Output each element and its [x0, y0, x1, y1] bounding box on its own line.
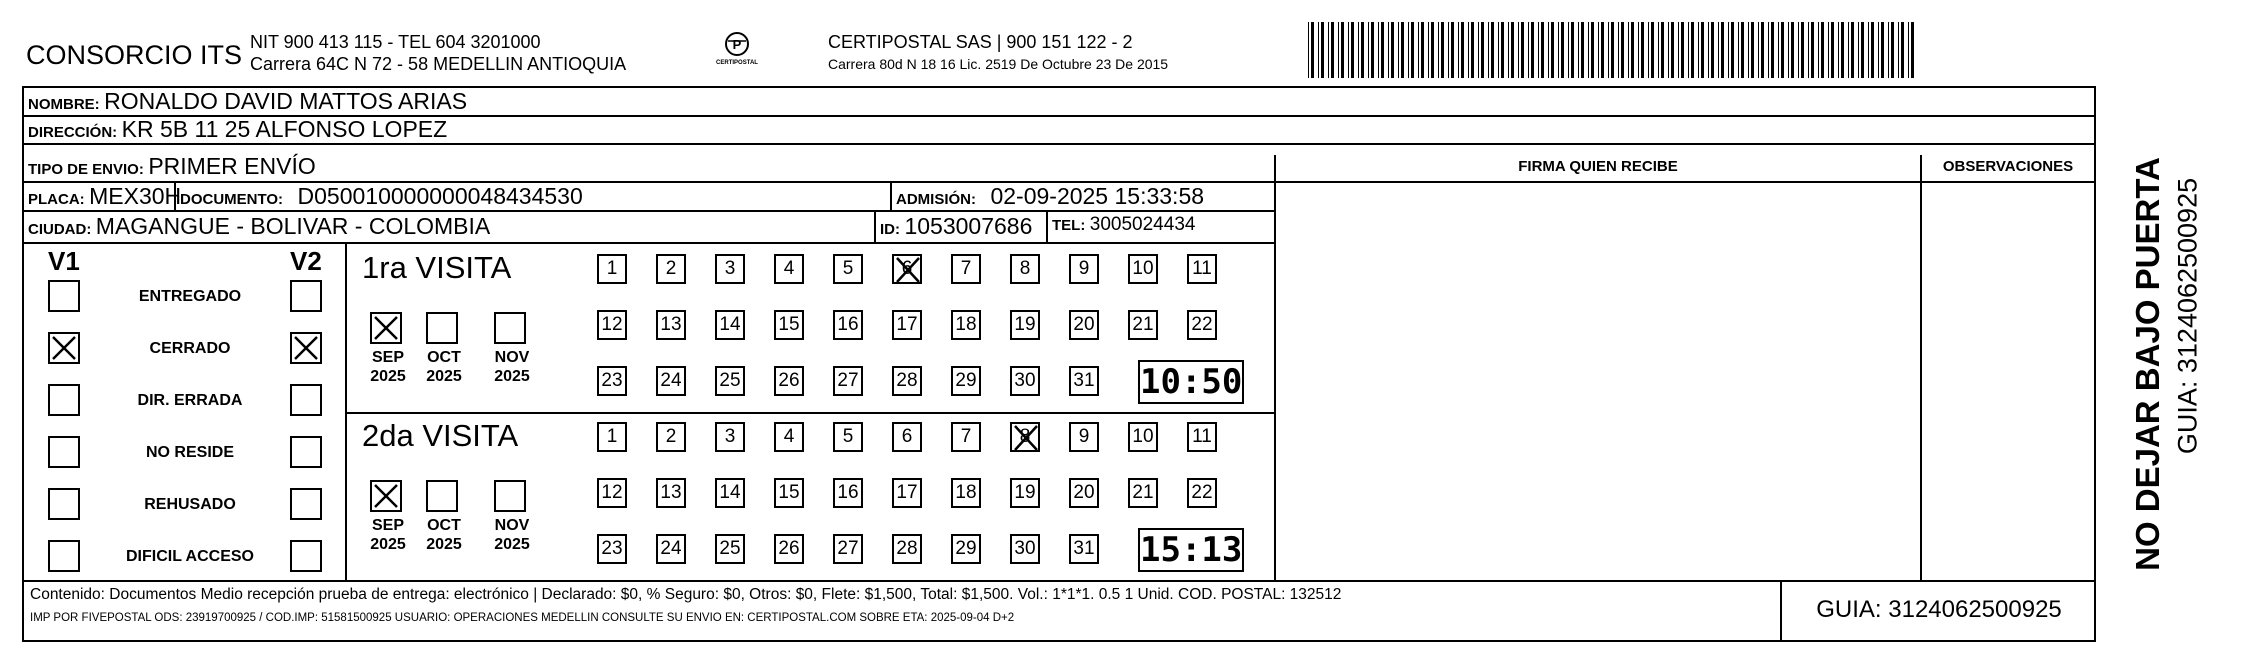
year-label: 2025: [426, 368, 462, 385]
day-box[interactable]: [656, 310, 686, 340]
day-box[interactable]: [774, 310, 804, 340]
documento-label: DOCUMENTO:: [180, 191, 284, 208]
day-number: 30: [1014, 538, 1036, 559]
day-number: 11: [1192, 426, 1212, 447]
day-box[interactable]: [892, 310, 922, 340]
month-checkbox[interactable]: [370, 312, 402, 344]
day-number: 20: [1073, 314, 1095, 335]
day-box[interactable]: [833, 366, 863, 396]
year-label: 2025: [494, 536, 530, 553]
day-number: 14: [719, 482, 741, 503]
day-box[interactable]: [951, 366, 981, 396]
day-box[interactable]: [951, 422, 981, 452]
day-number: 1: [606, 426, 618, 447]
day-box[interactable]: [656, 534, 686, 564]
day-number: 24: [660, 370, 682, 391]
status-option-label: REHUSADO: [144, 496, 236, 513]
day-number: 29: [955, 370, 977, 391]
v2-checkbox[interactable]: [290, 540, 322, 572]
day-number: 5: [842, 258, 854, 279]
day-box[interactable]: [656, 254, 686, 284]
day-number: 3: [724, 258, 736, 279]
day-box[interactable]: [1069, 478, 1099, 508]
day-number: 19: [1014, 482, 1036, 503]
v1-header: V1: [48, 246, 80, 276]
day-box[interactable]: [833, 422, 863, 452]
day-number: 12: [601, 482, 623, 503]
company-address: Carrera 64C N 72 - 58 MEDELLIN ANTIOQUIA: [250, 54, 627, 74]
ciudad-value: MAGANGUE - BOLIVAR - COLOMBIA: [95, 213, 491, 239]
footer-guia: GUIA: 3124062500925: [1816, 596, 2062, 623]
day-box[interactable]: [715, 422, 745, 452]
day-number: 7: [960, 426, 972, 447]
visit-time: 10:50: [1140, 362, 1243, 402]
day-number: 16: [837, 482, 859, 503]
day-box[interactable]: [951, 478, 981, 508]
day-number: 26: [778, 370, 800, 391]
day-box[interactable]: [656, 422, 686, 452]
side-guia: GUIA: 3124062500925: [2172, 177, 2203, 455]
day-box[interactable]: [774, 422, 804, 452]
year-label: 2025: [494, 368, 530, 385]
day-box[interactable]: [1069, 534, 1099, 564]
day-number: 9: [1078, 258, 1090, 279]
courier-line: CERTIPOSTAL SAS | 900 151 122 - 2: [828, 32, 1133, 52]
ciudad-label: CIUDAD:: [28, 221, 92, 238]
month-label: SEP: [371, 517, 404, 534]
day-box[interactable]: [597, 366, 627, 396]
month-checkbox[interactable]: [426, 312, 458, 344]
direccion-label: DIRECCIÓN:: [28, 124, 118, 141]
status-option-label: DIR. ERRADA: [137, 392, 243, 409]
day-box[interactable]: [1010, 254, 1040, 284]
day-number: 10: [1132, 258, 1154, 279]
status-option-label: NO RESIDE: [145, 444, 234, 461]
day-box[interactable]: [892, 366, 922, 396]
year-label: 2025: [370, 368, 406, 385]
year-label: 2025: [426, 536, 462, 553]
day-number: 4: [783, 258, 795, 279]
v2-checkbox[interactable]: [290, 384, 322, 416]
day-box[interactable]: [951, 534, 981, 564]
nombre-label: NOMBRE:: [28, 96, 100, 113]
day-number: 18: [955, 314, 977, 335]
month-label: NOV: [494, 517, 530, 534]
firma-header: FIRMA QUIEN RECIBE: [1518, 158, 1678, 175]
day-number: 27: [837, 538, 859, 559]
day-box[interactable]: [774, 366, 804, 396]
day-number: 1: [606, 258, 618, 279]
day-number: 6: [901, 426, 913, 447]
month-label: NOV: [494, 349, 530, 366]
visit-time: 15:13: [1140, 530, 1243, 570]
month-label: SEP: [371, 349, 404, 366]
day-box[interactable]: [951, 254, 981, 284]
side-warning: NO DEJAR BAJO PUERTA: [2129, 157, 2166, 571]
month-checkbox[interactable]: [494, 312, 526, 344]
day-box[interactable]: [1069, 254, 1099, 284]
direccion-value: KR 5B 11 25 ALFONSO LOPEZ: [121, 116, 448, 142]
day-number: 15: [778, 314, 800, 335]
month-label: OCT: [427, 517, 461, 534]
day-number: 24: [660, 538, 682, 559]
day-number: 15: [778, 482, 800, 503]
day-box[interactable]: [1187, 254, 1217, 284]
day-box[interactable]: [892, 254, 922, 284]
day-box[interactable]: [597, 254, 627, 284]
day-box[interactable]: [1128, 422, 1158, 452]
day-number: 8: [1019, 426, 1031, 447]
day-box[interactable]: [597, 422, 627, 452]
day-box[interactable]: [1187, 310, 1217, 340]
v2-checkbox[interactable]: [290, 332, 322, 364]
v1-checkbox[interactable]: [48, 540, 80, 572]
day-box[interactable]: [1128, 310, 1158, 340]
day-number: 31: [1073, 370, 1095, 391]
day-box[interactable]: [1010, 534, 1040, 564]
admision-value: 02-09-2025 15:33:58: [990, 183, 1205, 209]
courier-address: Carrera 80d N 18 16 Lic. 2519 De Octubre 23 De 2015: [828, 56, 1169, 72]
visit1-title: 1ra VISITA: [362, 250, 512, 285]
day-number: 13: [660, 314, 682, 335]
day-box[interactable]: [1010, 478, 1040, 508]
svg-text:P: P: [732, 37, 742, 52]
day-number: 22: [1191, 482, 1213, 503]
day-number: 30: [1014, 370, 1036, 391]
day-number: 29: [955, 538, 977, 559]
nombre-value: RONALDO DAVID MATTOS ARIAS: [104, 88, 468, 114]
month-checkbox[interactable]: [370, 480, 402, 512]
day-number: 2: [665, 258, 677, 279]
day-number: 19: [1014, 314, 1036, 335]
day-box[interactable]: [1010, 310, 1040, 340]
day-number: 5: [842, 426, 854, 447]
day-number: 6: [901, 258, 913, 279]
day-box[interactable]: [597, 534, 627, 564]
day-number: 9: [1078, 426, 1090, 447]
footer-content: Contenido: Documentos Medio recepción prueba de entrega: electrónico | Declarado: $0, % Seguro: $0, Otros: $0, Flete: $1,500, Total: $1,500. Vol.: 1*1*1. 0.5 1 Unid. COD. POSTAL: 132512: [30, 586, 1342, 603]
day-number: 3: [724, 426, 736, 447]
day-number: 17: [896, 482, 918, 503]
day-box[interactable]: [1187, 478, 1217, 508]
logo-text: CERTIPOSTAL: [716, 60, 758, 66]
day-box[interactable]: [597, 478, 627, 508]
day-number: 14: [719, 314, 741, 335]
day-box[interactable]: [833, 478, 863, 508]
day-box[interactable]: [597, 310, 627, 340]
day-box[interactable]: [1187, 422, 1217, 452]
v2-checkbox[interactable]: [290, 488, 322, 520]
day-box[interactable]: [892, 478, 922, 508]
v2-header: V2: [290, 246, 322, 276]
day-number: 18: [955, 482, 977, 503]
v1-checkbox[interactable]: [48, 436, 80, 468]
day-number: 28: [896, 538, 918, 559]
day-box[interactable]: [833, 254, 863, 284]
day-box[interactable]: [715, 310, 745, 340]
day-number: 7: [960, 258, 972, 279]
company-name: CONSORCIO ITS: [26, 40, 243, 70]
day-number: 21: [1132, 482, 1154, 503]
year-label: 2025: [370, 536, 406, 553]
status-option-label: ENTREGADO: [138, 288, 242, 305]
admision-label: ADMISIÓN:: [896, 191, 976, 208]
day-box[interactable]: [774, 478, 804, 508]
day-number: 23: [601, 370, 623, 391]
placa-label: PLACA:: [28, 191, 85, 208]
day-number: 2: [665, 426, 677, 447]
tel-value: 3005024434: [1089, 214, 1196, 235]
day-box[interactable]: [1010, 422, 1040, 452]
documento-value: D050010000000048434530: [297, 183, 583, 209]
day-box[interactable]: [715, 366, 745, 396]
day-number: 25: [719, 538, 741, 559]
day-number: 20: [1073, 482, 1095, 503]
placa-value: MEX30H: [89, 183, 182, 209]
v2-checkbox[interactable]: [290, 280, 322, 312]
v2-checkbox[interactable]: [290, 436, 322, 468]
month-label: OCT: [427, 349, 461, 366]
day-number: 28: [896, 370, 918, 391]
day-box[interactable]: [1069, 310, 1099, 340]
status-option-label: CERRADO: [149, 340, 231, 357]
day-box[interactable]: [1010, 366, 1040, 396]
day-box[interactable]: [892, 534, 922, 564]
day-box[interactable]: [715, 478, 745, 508]
day-box[interactable]: [656, 366, 686, 396]
day-number: 31: [1073, 538, 1095, 559]
day-number: 21: [1132, 314, 1154, 335]
day-box[interactable]: [951, 310, 981, 340]
v1-checkbox[interactable]: [48, 384, 80, 416]
day-box[interactable]: [774, 534, 804, 564]
day-number: 8: [1019, 258, 1031, 279]
id-label: ID:: [880, 221, 900, 238]
day-box[interactable]: [774, 254, 804, 284]
day-number: 25: [719, 370, 741, 391]
v1-checkbox[interactable]: [48, 280, 80, 312]
status-option-label: DIFICIL ACCESO: [125, 548, 254, 565]
day-number: 11: [1192, 258, 1212, 279]
day-number: 13: [660, 482, 682, 503]
day-box[interactable]: [656, 478, 686, 508]
day-number: 26: [778, 538, 800, 559]
nit-line: NIT 900 413 115 - TEL 604 3201000: [250, 32, 541, 52]
day-box[interactable]: [715, 254, 745, 284]
tipo-envio-value: PRIMER ENVÍO: [148, 153, 316, 179]
day-box[interactable]: [892, 422, 922, 452]
day-box[interactable]: [1069, 422, 1099, 452]
tipo-envio-label: TIPO DE ENVIO:: [28, 161, 144, 178]
day-box[interactable]: [715, 534, 745, 564]
day-box[interactable]: [1128, 254, 1158, 284]
v1-checkbox[interactable]: [48, 488, 80, 520]
day-box[interactable]: [833, 534, 863, 564]
certipostal-logo: [712, 30, 762, 70]
month-checkbox[interactable]: [494, 480, 526, 512]
footer-imp: IMP POR FIVEPOSTAL ODS: 23919700925 / COD.IMP: 51581500925 USUARIO: OPERACIONES MEDELLIN CONSULTE SU ENVIO EN: CERTIPOSTAL.COM SOBRE ETA: 2025-09-04 D+2: [30, 612, 1015, 624]
day-number: 10: [1132, 426, 1154, 447]
day-number: 12: [601, 314, 623, 335]
day-number: 16: [837, 314, 859, 335]
day-box[interactable]: [833, 310, 863, 340]
day-box[interactable]: [1128, 478, 1158, 508]
month-checkbox[interactable]: [426, 480, 458, 512]
v1-checkbox[interactable]: [48, 332, 80, 364]
id-value: 1053007686: [904, 213, 1033, 239]
day-number: 17: [896, 314, 918, 335]
day-box[interactable]: [1069, 366, 1099, 396]
visit2-title: 2da VISITA: [362, 418, 519, 453]
day-number: 27: [837, 370, 859, 391]
tel-label: TEL:: [1052, 217, 1086, 234]
day-number: 22: [1191, 314, 1213, 335]
barcode: [1308, 22, 1922, 78]
observaciones-header: OBSERVACIONES: [1942, 158, 2074, 175]
day-number: 4: [783, 426, 795, 447]
day-number: 23: [601, 538, 623, 559]
